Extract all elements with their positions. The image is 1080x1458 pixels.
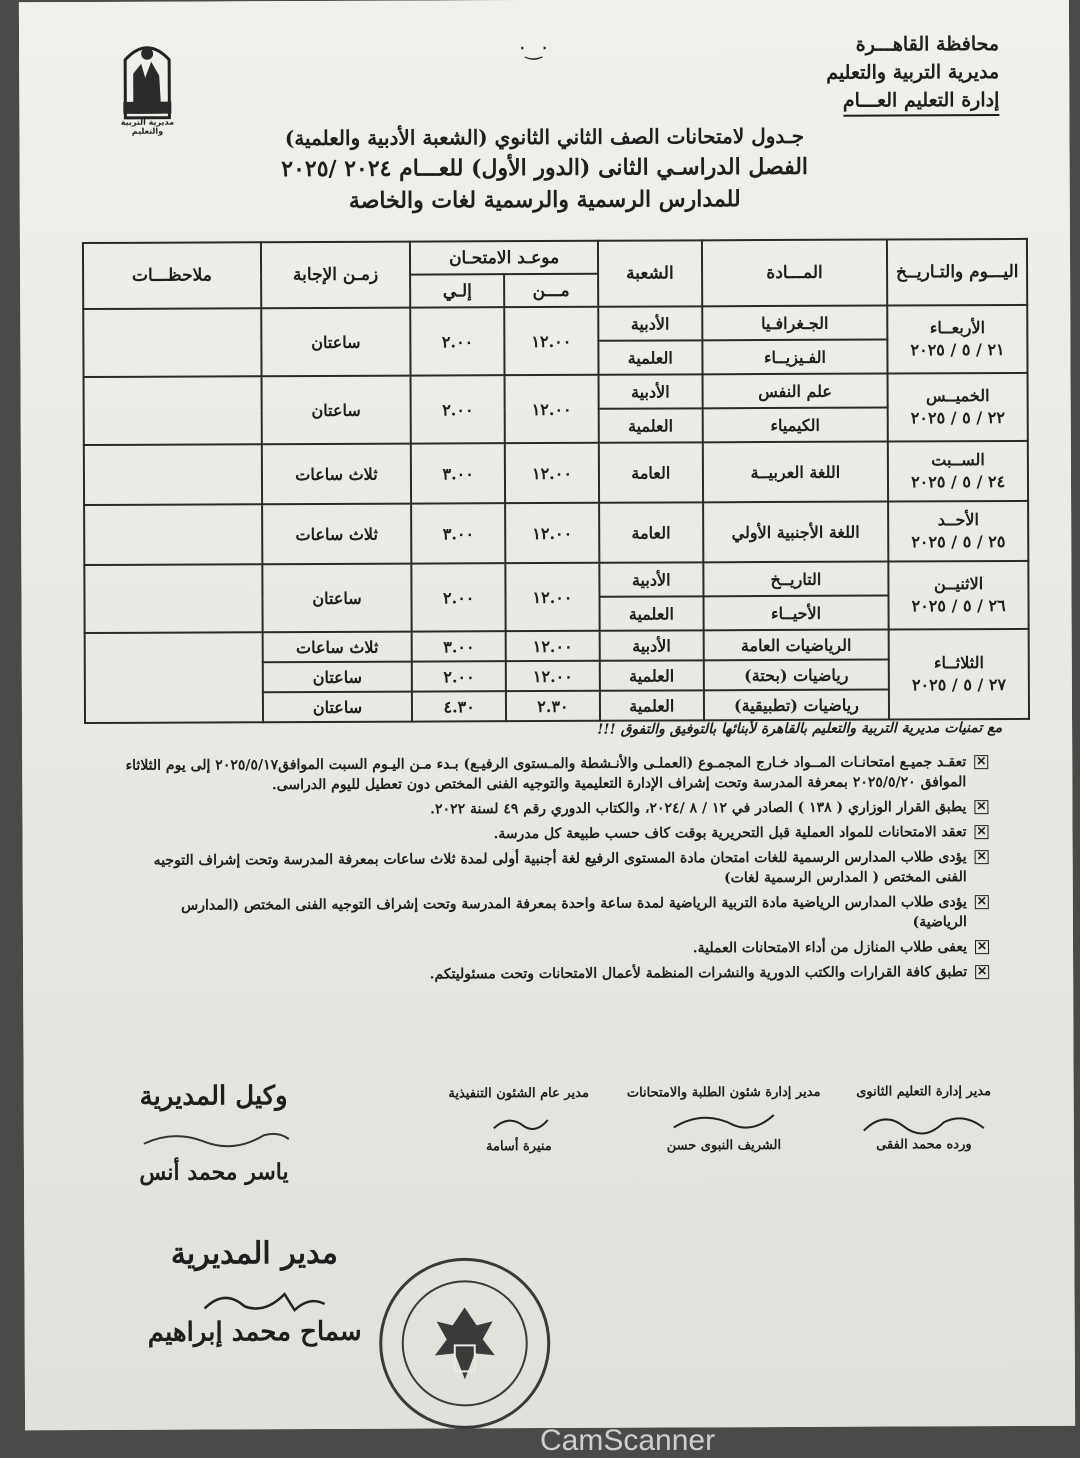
checkbox-icon: ✕ bbox=[976, 849, 987, 864]
day-cell bbox=[888, 373, 1028, 442]
header-subject: المـــادة bbox=[702, 240, 888, 307]
day-date: ٢١ / ٥ / ٢٠٢٥ bbox=[910, 339, 1005, 360]
title-line-1: جـدول لامتحانات الصف الثاني الثانوي (الشعبة الأدبية والعلمية) bbox=[284, 123, 805, 151]
day-name: الأحــد bbox=[937, 510, 979, 530]
note-text: تعقـد جميـع امتحانـات المــواد خـارج المجمـوع (العملـى والأنـشطة والمـستوى الرفيـع) بـدء مـن اليـوم السبت الموافق٢٠٢٥/٥/١٧ إلى يوم الثلاثاء الموافق ٢٠٢٥/٥/٢٠ بمعرفة المدرسة وتحت إشراف الإدارة التعليمية والتوجيه الفنى المختص دون تعطيل لليوم الدراسى. bbox=[125, 754, 967, 794]
table-row bbox=[84, 441, 1028, 505]
branch-cell: الأدبية bbox=[599, 562, 703, 596]
duration-cell: ساعتان bbox=[262, 662, 412, 693]
signature-name: ورده محمد الفقى bbox=[876, 1137, 972, 1153]
header-to: إلـي bbox=[410, 274, 504, 307]
day-cell bbox=[889, 561, 1029, 630]
list-item bbox=[123, 892, 989, 936]
signature-name: منيرة أسامة bbox=[485, 1138, 552, 1155]
document-header bbox=[826, 30, 999, 117]
table-row bbox=[84, 373, 1028, 411]
list-item bbox=[123, 937, 989, 961]
header-notes: ملاحظـــات bbox=[83, 242, 261, 309]
signature-role: وكيل المديرية bbox=[139, 1081, 288, 1112]
duration-cell: ساعتان bbox=[262, 564, 412, 633]
duration-cell: ثلاث ساعات bbox=[262, 504, 412, 565]
duration-cell: ساعتان bbox=[261, 376, 411, 445]
signature-executive bbox=[424, 1086, 614, 1155]
subject-cell: الرياضيات العامة bbox=[703, 630, 889, 661]
subject-cell: اللغة العربيــة bbox=[703, 442, 889, 503]
directorate-logo bbox=[111, 34, 183, 134]
day-cell bbox=[889, 629, 1029, 720]
checkbox-icon: ✕ bbox=[976, 824, 987, 839]
day-name: الأربعــاء bbox=[929, 318, 986, 338]
notes-cell bbox=[83, 308, 261, 377]
subject-cell: علم النفس bbox=[702, 374, 888, 409]
subject-cell: الكيمياء bbox=[702, 408, 888, 443]
duration-cell: ساعتان bbox=[261, 308, 411, 377]
checkbox-icon: ✕ bbox=[977, 964, 988, 979]
document-page bbox=[19, 0, 1075, 1430]
day-date: ٢٢ / ٥ / ٢٠٢٥ bbox=[910, 407, 1005, 428]
signature-role: مدير إدارة التعليم الثانوى bbox=[856, 1084, 992, 1100]
from-cell: ١٢.٠٠ bbox=[504, 307, 598, 375]
subject-cell: رياضيات (تطبيقية) bbox=[704, 690, 890, 721]
note-text: يعفى طلاب المنازل من أداء الامتحانات العملية. bbox=[692, 939, 968, 957]
day-cell bbox=[888, 441, 1028, 502]
title-line-2: الفصل الدراسـي الثانى (الدور الأول) للعـــام ٢٠٢٤ /٢٠٢٥ bbox=[281, 153, 809, 183]
day-name: الســبت bbox=[931, 450, 985, 470]
notes-list bbox=[122, 752, 989, 991]
signature-role: مدير عام الشئون التنفيذية bbox=[448, 1085, 589, 1102]
checkbox-icon: ✕ bbox=[976, 939, 988, 954]
from-cell: ١٢.٠٠ bbox=[506, 661, 600, 691]
handwritten-signature bbox=[624, 1107, 824, 1138]
official-seal bbox=[376, 1255, 553, 1432]
day-name: الثلاثــاء bbox=[933, 653, 984, 673]
checkbox-icon: ✕ bbox=[976, 754, 987, 769]
day-cell bbox=[888, 501, 1028, 562]
handwritten-signature bbox=[824, 1106, 1024, 1137]
directorate: مديرية التربية والتعليم bbox=[826, 61, 1000, 84]
to-cell: ٢.٠٠ bbox=[411, 307, 505, 375]
branch-cell: العامة bbox=[599, 502, 703, 562]
table-row bbox=[85, 629, 1029, 663]
duration-cell: ساعتان bbox=[263, 692, 413, 723]
notes-cell bbox=[85, 632, 263, 723]
list-item bbox=[122, 797, 988, 821]
subject-cell: الفـيزيــاء bbox=[702, 340, 888, 375]
notes-cell bbox=[84, 564, 262, 633]
handwritten-signature bbox=[424, 1108, 614, 1139]
branch-cell: العلمية bbox=[599, 596, 703, 630]
from-cell: ٢.٣٠ bbox=[506, 691, 600, 721]
day-date: ٢٦ / ٥ / ٢٠٢٥ bbox=[911, 595, 1006, 616]
list-item bbox=[122, 752, 988, 796]
day-cell bbox=[887, 305, 1027, 374]
duration-cell: ثلاث ساعات bbox=[262, 444, 412, 505]
exam-schedule-table bbox=[82, 238, 1030, 724]
to-cell: ٣.٠٠ bbox=[412, 631, 506, 661]
day-date: ٢٧ / ٥ / ٢٠٢٥ bbox=[911, 674, 1007, 695]
checkbox-icon: ✕ bbox=[976, 894, 987, 909]
document-titles bbox=[19, 117, 1069, 219]
table-header-row bbox=[83, 239, 1027, 276]
header-from: مـــن bbox=[504, 274, 598, 307]
signature-agent bbox=[124, 1081, 304, 1186]
subject-cell: التاريــخ bbox=[703, 562, 889, 597]
list-item bbox=[123, 962, 989, 986]
signature-role: مدير المديرية bbox=[170, 1235, 338, 1272]
signature-students bbox=[624, 1085, 824, 1154]
branch-cell: العلمية bbox=[600, 660, 704, 690]
table-row bbox=[84, 561, 1028, 599]
notes-cell bbox=[84, 376, 262, 445]
day-name: الاثنيــن bbox=[933, 574, 984, 594]
header-branch: الشعبة bbox=[598, 240, 702, 306]
signature-name: ياسر محمد أنس bbox=[139, 1159, 289, 1186]
from-cell: ١٢.٠٠ bbox=[505, 563, 599, 631]
duration-cell: ثلاث ساعات bbox=[262, 632, 412, 663]
from-cell: ١٢.٠٠ bbox=[505, 375, 599, 443]
notes-cell bbox=[84, 504, 262, 565]
to-cell: ٢.٠٠ bbox=[412, 661, 506, 691]
title-line-3: للمدارس الرسمية والرسمية لغات والخاصة bbox=[348, 186, 741, 214]
note-text: يؤدى طلاب المدارس الرسمية للغات امتحان مادة المستوى الرفيع لغة أجنبية أولى لمدة ثلاث ساعات بمعرفة المدرسة وتحت إشراف التوجيه الفنى المختص ( المدارس الرسمية لغات) bbox=[153, 849, 967, 887]
signature-director bbox=[134, 1236, 374, 1348]
branch-cell: العلمية bbox=[600, 690, 704, 720]
to-cell: ٤.٣٠ bbox=[412, 691, 506, 721]
branch-cell: العلمية bbox=[599, 408, 703, 442]
branch-cell: الأدبية bbox=[598, 374, 702, 408]
scanner-watermark: CamScanner bbox=[540, 1424, 716, 1457]
to-cell: ٢.٠٠ bbox=[411, 375, 505, 443]
subject-cell: رياضيات (بحتة) bbox=[703, 660, 889, 691]
department: إدارة التعليم العـــام bbox=[843, 86, 1000, 117]
logo-caption: مديرية التربية والتعليم bbox=[120, 117, 175, 136]
notes-cell bbox=[84, 444, 262, 505]
header-exam-time: موعـد الامتحـان bbox=[410, 241, 598, 275]
subject-cell: الأحيــاء bbox=[703, 596, 889, 631]
note-text: تعقد الامتحانات للمواد العملية قبل التحريرية بوقت كاف حسب طبيعة كل مدرسة. bbox=[493, 824, 967, 843]
day-date: ٢٤ / ٥ / ٢٠٢٥ bbox=[911, 471, 1006, 492]
signature-secondary bbox=[824, 1084, 1024, 1153]
to-cell: ٣.٠٠ bbox=[411, 443, 505, 503]
table-row bbox=[84, 501, 1028, 565]
table-row bbox=[83, 305, 1027, 343]
congratulations-line: مع تمنيات مديرية التربية والتعليم بالقاهرة لأبنائها بالتوفيق والتفوق !!! bbox=[597, 720, 1003, 738]
subject-cell: الجـغرافـيا bbox=[702, 306, 888, 341]
day-name: الخميــس bbox=[925, 386, 990, 406]
list-item bbox=[123, 847, 989, 891]
branch-cell: الأدبية bbox=[598, 306, 702, 340]
signature-role: مدير إدارة شئون الطلبة والامتحانات bbox=[626, 1084, 821, 1101]
header-duration: زمـن الإجابة bbox=[261, 242, 411, 309]
ink-mark: ·‿· bbox=[519, 35, 548, 61]
branch-cell: العلمية bbox=[598, 340, 702, 374]
branch-cell: الأدبية bbox=[600, 630, 704, 660]
list-item bbox=[122, 822, 988, 846]
note-text: تطبق كافة القرارات والكتب الدورية والنشرات المنظمة لأعمال الامتحانات وتحت مسئوليتكم. bbox=[429, 964, 968, 983]
handwritten-signature bbox=[194, 1284, 334, 1319]
handwritten-signature bbox=[134, 1123, 294, 1152]
header-day: اليـــوم والتـاريــخ bbox=[887, 239, 1027, 306]
signature-name: الشريف النبوى حسن bbox=[666, 1137, 782, 1154]
branch-cell: العامة bbox=[599, 442, 703, 502]
signature-name: سماح محمد إبراهيم bbox=[147, 1316, 362, 1348]
subject-cell: اللغة الأجنبية الأولي bbox=[703, 502, 889, 563]
note-text: يطبق القرار الوزاري ( ١٣٨ ) الصادر في ١٢ / ٨ /٢٠٢٤، والكتاب الدوري رقم ٤٩ لسنة ٢٠٢٢. bbox=[430, 799, 967, 818]
to-cell: ٣.٠٠ bbox=[411, 503, 505, 563]
checkbox-icon: ✕ bbox=[976, 799, 987, 814]
day-date: ٢٥ / ٥ / ٢٠٢٥ bbox=[911, 531, 1006, 552]
from-cell: ١٢.٠٠ bbox=[505, 443, 599, 503]
from-cell: ١٢.٠٠ bbox=[505, 503, 599, 563]
from-cell: ١٢.٠٠ bbox=[506, 631, 600, 661]
to-cell: ٢.٠٠ bbox=[412, 563, 506, 631]
governorate: محافظة القاهـــرة bbox=[855, 33, 1000, 56]
note-text: يؤدى طلاب المدارس الرياضية مادة التربية الرياضية لمدة ساعة واحدة بمعرفة المدرسة وتحت إشراف التوجيه الفنى المختص (المدارس الرياضية) bbox=[181, 894, 967, 931]
